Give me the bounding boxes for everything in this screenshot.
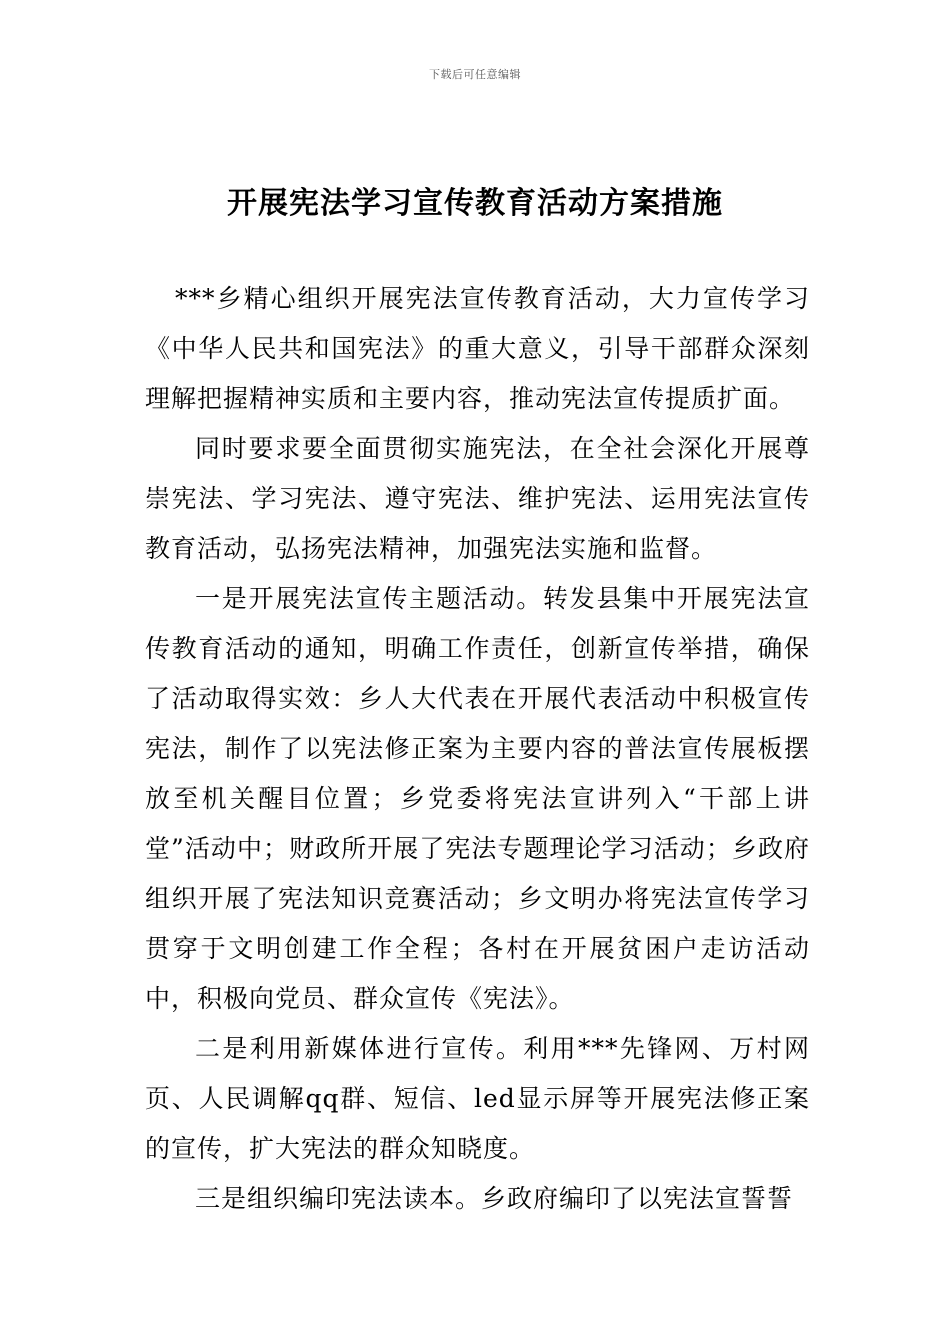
header-note: 下载后可任意编辑 xyxy=(429,68,521,81)
paragraph-reader-printing: 三是组织编印宪法读本。乡政府编印了以宪法宣誓誓 xyxy=(195,1184,794,1213)
paragraph-new-media: 二是利用新媒体进行宣传。利用***先锋网、万村网页、人民调解qq群、短信、led显示屏等开展宪法修正案的宣传，扩大宪法的群众知晓度。 xyxy=(145,1034,810,1163)
paragraph-theme-activities: 一是开展宪法宣传主题活动。转发县集中开展宪法宣传教育活动的通知，明确工作责任，创新宣传举措，确保了活动取得实效：乡人大代表在开展代表活动中积极宣传宪法，制作了以宪法修正案为主要内容的普法宣传展板摆放至机关醒目位置；乡党委将宪法宣讲列入“干部上讲堂”活动中；财政所开展了宪法专题理论学习活动；乡政府组织开展了宪法知识竞赛活动；乡文明办将宪法宣传学习贯穿于文明创建工作全程；各村在开展贫困户走访活动中，积极向党员、群众宣传《宪法》。 xyxy=(145,584,810,1013)
paragraph-requirements: 同时要求要全面贯彻实施宪法，在全社会深化开展尊崇宪法、学习宪法、遵守宪法、维护宪法、运用宪法宣传教育活动，弘扬宪法精神，加强宪法实施和监督。 xyxy=(145,434,810,563)
document-body xyxy=(145,274,810,1224)
paragraph-intro: ***乡精心组织开展宪法宣传教育活动，大力宣传学习《中华人民共和国宪法》的重大意义，引导干部群众深刻理解把握精神实质和主要内容，推动宪法宣传提质扩面。 xyxy=(145,284,810,413)
document-title: 开展宪法学习宣传教育活动方案措施 xyxy=(227,186,723,221)
